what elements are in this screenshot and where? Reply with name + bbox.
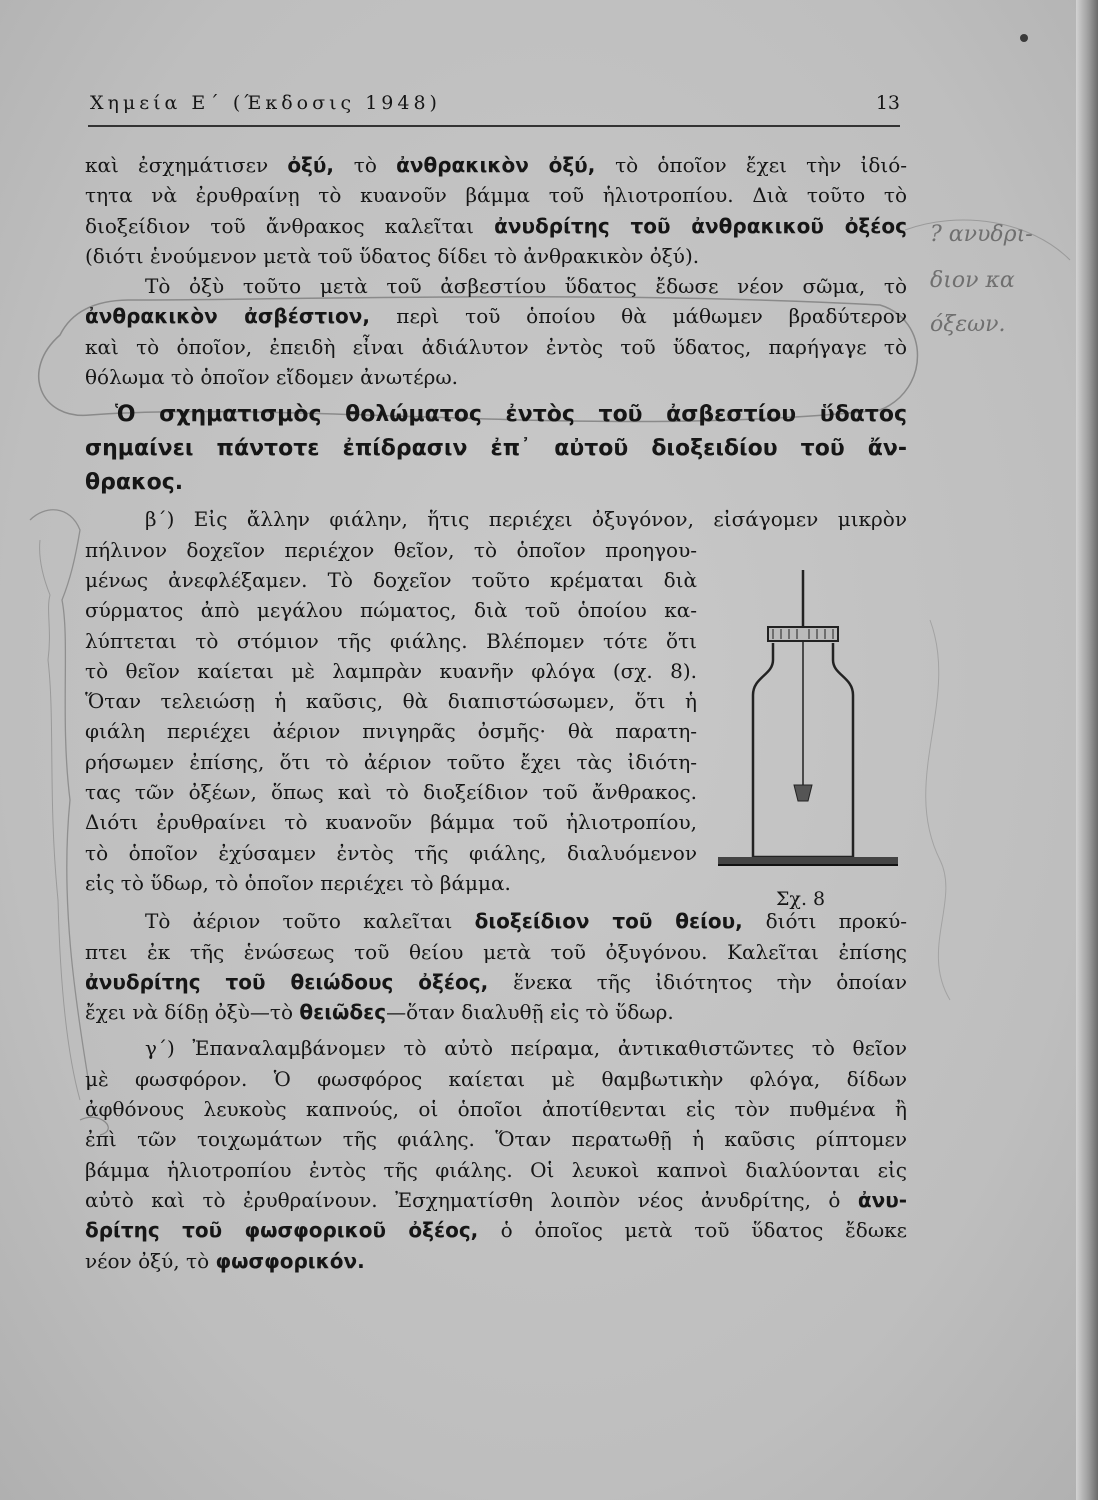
bold-term: ἀνυδρίτης τοῦ ἀνθρακικοῦ ὀξέος [494, 213, 907, 238]
heading-line: σημαίνει πάντοτε ἐπίδρασιν ἐπ᾽ αὐτοῦ διοξειδίου τοῦ ἄν- [85, 436, 907, 462]
text-line: τας τῶν ὀξέων, ὅπως καὶ τὸ διοξείδιον τοῦ ἄνθρακος. [85, 780, 697, 805]
text-run: αὐτὸ καὶ τὸ ἐρυθραίνουν. Ἐσχηματίσθη λοιπὸν νέος ἀνυδρίτης, ὁ [85, 1187, 858, 1212]
paragraph-1 [85, 150, 907, 271]
bold-term: ἀνθρακικὸν ἀσβέστιον, [85, 304, 397, 329]
text-run: θόλωμα τὸ ὁποῖον εἴδομεν ἀνωτέρω. [85, 365, 458, 390]
bold-term: ἀνθρακικὸν ὀξύ, [396, 153, 616, 177]
text-line: φιάλη περιέχει ἀέριον πνιγηρᾶς ὀσμῆς· θὰ παρατη- [85, 719, 697, 744]
text-run: τὸ [353, 153, 397, 177]
text-run: Τὸ ὀξὺ τοῦτο μετὰ τοῦ ἀσβεστίου ὕδατος ἔδωσε νέον σῶμα, τὸ [145, 274, 907, 299]
text-line: πήλινον δοχεῖον περιέχον θεῖον, τὸ ὁποῖον προηγου- [85, 537, 697, 562]
paragraph-2 [85, 271, 907, 392]
bold-term: ὀξύ, [287, 153, 354, 177]
heading-line: θρακος. [85, 470, 184, 496]
text-run: βάμμα ἡλιοτροπίου ἐντὸς τῆς φιάλης. Οἱ λευκοὶ καπνοὶ διαλύονται εἰς [85, 1157, 907, 1182]
text-run: μὲ φωσφόρον. Ὁ φωσφόρος καίεται μὲ θαμβωτικὴν φλόγα, δίδων [85, 1066, 907, 1091]
text-run: περὶ τοῦ ὁποίου θὰ μάθωμεν βραδύτερον [396, 304, 907, 329]
text-line: Διότι ἐρυθραίνει τὸ κυανοῦν βάμμα τοῦ ἡλιοτροπίου, [85, 810, 697, 835]
text-run: ὁ ὁποῖος μετὰ τοῦ ὕδατος ἔδωκε [500, 1218, 907, 1243]
text-line [85, 1215, 907, 1245]
heading-line: Ὁ σχηματισμὸς θολώματος ἐντὸς τοῦ ἀσβεστίου ὕδατος [115, 402, 907, 428]
text-line [85, 301, 907, 331]
text-line [85, 997, 907, 1027]
text-line: σύρματος ἀπὸ μεγάλου πώματος, διὰ τοῦ ὁποίου κα- [85, 598, 697, 623]
text-run: γ΄) Ἐπαναλαμβάνομεν τὸ αὐτὸ πείραμα, ἀντικαθιστῶντες τὸ θεῖον [145, 1036, 907, 1061]
emphasis-heading [85, 398, 907, 500]
text-run: Τὸ ἀέριον τοῦτο καλεῖται [145, 909, 475, 934]
bold-term: δρίτης τοῦ φωσφορικοῦ ὀξέος, [85, 1218, 501, 1243]
text-line [85, 271, 907, 301]
paragraph-4 [85, 906, 907, 1027]
paragraph-5 [85, 1033, 907, 1275]
text-run: τητα νὰ ἐρυθραίνῃ τὸ κυανοῦν βάμμα τοῦ ἡλιοτροπίου. Διὰ τοῦτο τὸ [85, 183, 907, 208]
running-head: Χημεία Ε΄ (Έκδοσις 1948) [90, 92, 441, 114]
text-line: Ὅταν τελειώσῃ ἡ καῦσις, θὰ διαπιστώσωμεν, ὅτι ἡ [85, 689, 697, 714]
text-run: νέον ὀξύ, τὸ [85, 1248, 216, 1273]
text-line [85, 180, 907, 210]
text-run: διότι προκύ- [765, 909, 907, 934]
margin-note-line-1: ? ανυδρι- [930, 222, 1033, 247]
text-line [85, 150, 907, 180]
text-line [85, 1185, 907, 1215]
text-line: ρήσωμεν ἐπίσης, ὅτι τὸ ἀέριον τοῦτο ἔχει τὰς ἰδιότη- [85, 749, 697, 774]
text-line: τὸ ὁποῖον ἐχύσαμεν ἐντὸς τῆς φιάλης, διαλυόμενον [85, 840, 697, 865]
text-line [85, 1033, 907, 1063]
text-run: καὶ τὸ ὁποῖον, ἐπειδὴ εἶναι ἀδιάλυτον ἐντὸς τοῦ ὕδατος, παρήγαγε τὸ [85, 334, 907, 359]
text-line [85, 211, 907, 241]
text-run: ἕνεκα τῆς ἰδιότητος τὴν ὁποίαν [513, 969, 907, 994]
text-line [85, 241, 907, 271]
page-number: 13 [875, 92, 900, 114]
text-line: β΄) Εἰς ἄλλην φιάλην, ἥτις περιέχει ὀξυγόνον, εἰσάγομεν μικρὸν [145, 507, 907, 532]
text-run: τὸ ὁποῖον ἔχει τὴν ἰδιό- [615, 153, 908, 177]
figure-8-bottle-illustration [718, 565, 903, 915]
text-run: πτει ἐκ τῆς ἑνώσεως τοῦ θείου μετὰ τοῦ ὀξυγόνου. Καλεῖται ἐπίσης [85, 939, 907, 964]
text-run: διοξείδιον τοῦ ἄνθρακος καλεῖται [85, 213, 495, 238]
text-line [85, 1124, 907, 1154]
text-line: μένως ἀνεφλέξαμεν. Τὸ δοχεῖον τοῦτο κρέμαται διὰ [85, 567, 697, 592]
text-line: εἰς τὸ ὕδωρ, τὸ ὁποῖον περιέχει τὸ βάμμα. [85, 870, 511, 895]
text-run: ἀφθόνους λευκοὺς καπνούς, οἱ ὁποῖοι ἀποτίθενται εἰς τὸν πυθμένα ἢ [85, 1097, 907, 1122]
margin-note-line-2: διον κα [930, 268, 1015, 293]
figure-caption: Σχ. 8 [776, 888, 826, 910]
bold-term: ἀνυδρίτης τοῦ θειώδους ὀξέος, [85, 969, 514, 994]
text-line [85, 1246, 907, 1276]
text-line: τὸ θεῖον καίεται μὲ λαμπρὰν κυανῆν φλόγα (σχ. 8). [85, 658, 697, 683]
bold-term: ἀνυ- [857, 1187, 907, 1212]
margin-note-line-3: όξεων. [930, 312, 1006, 337]
text-line [85, 1094, 907, 1124]
text-line [85, 332, 907, 362]
text-run: ἔχει νὰ δίδῃ ὀξὺ—τὸ [85, 1000, 300, 1025]
text-line [85, 1064, 907, 1094]
text-run: ἐπὶ τῶν τοιχωμάτων τῆς φιάλης. Ὅταν περατωθῇ ἡ καῦσις ρίπτομεν [85, 1127, 907, 1152]
text-line: λύπτεται τὸ στόμιον τῆς φιάλης. Βλέπομεν τότε ὅτι [85, 628, 697, 653]
text-line [85, 967, 907, 997]
text-line [85, 362, 907, 392]
text-run: (διότι ἑνούμενον μετὰ τοῦ ὕδατος δίδει τὸ ἀνθρακικὸν ὀξύ). [85, 243, 700, 268]
text-line [85, 1155, 907, 1185]
bold-term: φωσφορικόν. [215, 1248, 365, 1273]
bold-term: διοξείδιον τοῦ θείου, [474, 909, 766, 934]
text-run: —ὅταν διαλυθῇ εἰς τὸ ὕδωρ. [386, 1000, 674, 1025]
text-run: καὶ ἐσχημάτισεν [85, 153, 288, 177]
text-line [85, 937, 907, 967]
bold-term: θειῶδες [299, 1000, 387, 1025]
